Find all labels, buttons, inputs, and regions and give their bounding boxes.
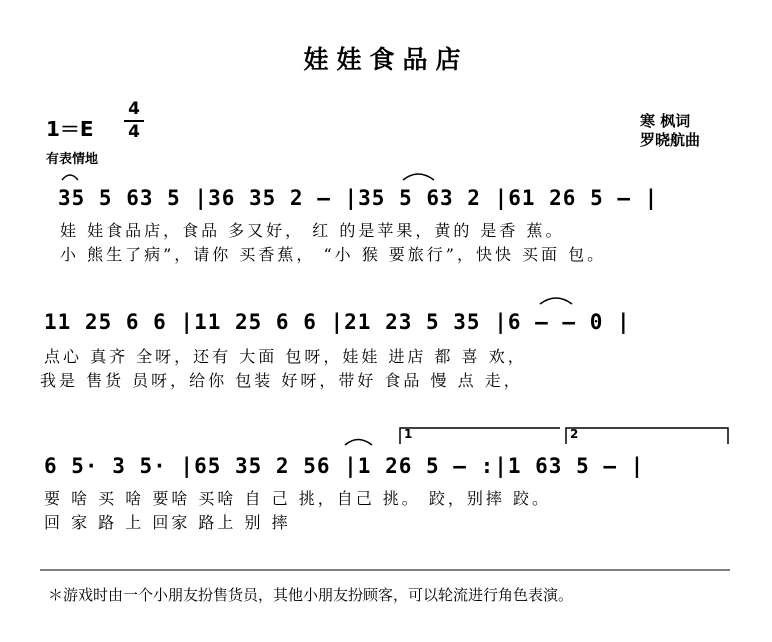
slur-1	[62, 175, 78, 180]
first-ending-bracket	[400, 428, 560, 444]
first-ending-label: 1	[404, 427, 413, 441]
lyrics-line-1-verse-2: 小 熊生了病”，请你 买香蕉， “小 猴 要旅行”，快快 买面 包。	[60, 245, 607, 264]
slur-2	[403, 174, 434, 180]
key-signature: 1＝E	[46, 117, 94, 141]
slur-3	[540, 298, 572, 304]
lyrics-line-3-verse-2: 回 家 路 上 回家 路上 别 摔	[44, 513, 291, 532]
composer-credit: 罗晓航曲	[640, 131, 701, 149]
time-signature-top: 4	[128, 99, 140, 119]
song-title: 娃娃食品店	[303, 45, 469, 74]
notation-line-3: 6 5· 3 5· |65 35 2 56 |1 26 5 – :|1 63 5 – |	[44, 454, 645, 478]
lyricist-credit: 寒 枫词	[640, 112, 691, 130]
second-ending-label: 2	[570, 427, 579, 441]
notation-line-1: 35 5 63 5 |36 35 2 – |35 5 63 2 |61 26 5 – |	[58, 186, 659, 210]
slur-4	[345, 440, 372, 446]
time-signature-bottom: 4	[128, 122, 140, 142]
notation-line-2: 11 25 6 6 |11 25 6 6 |21 23 5 35 |6 – – 0 |	[44, 310, 631, 334]
lyrics-line-2-verse-2: 我是 售货 员呀，给你 包装 好呀，带好 食品 慢 点 走，	[40, 371, 523, 390]
lyrics-line-1-verse-1: 娃 娃食品店，食品 多又好， 红 的是苹果，黄的 是香 蕉。	[60, 221, 565, 240]
lyrics-line-3-verse-1: 要 啥 买 啥 要啥 买啥 自 己 挑，自己 挑。 跤，别摔 跤。	[44, 489, 551, 508]
lyrics-line-2-verse-1: 点心 真齐 全呀，还有 大面 包呀，娃娃 进店 都 喜 欢，	[44, 347, 527, 366]
footnote: ＊游戏时由一个小朋友扮售货员，其他小朋友扮顾客，可以轮流进行角色表演。	[48, 586, 574, 604]
second-ending-bracket	[566, 428, 728, 444]
tempo-marking: 有表情地	[46, 152, 99, 167]
